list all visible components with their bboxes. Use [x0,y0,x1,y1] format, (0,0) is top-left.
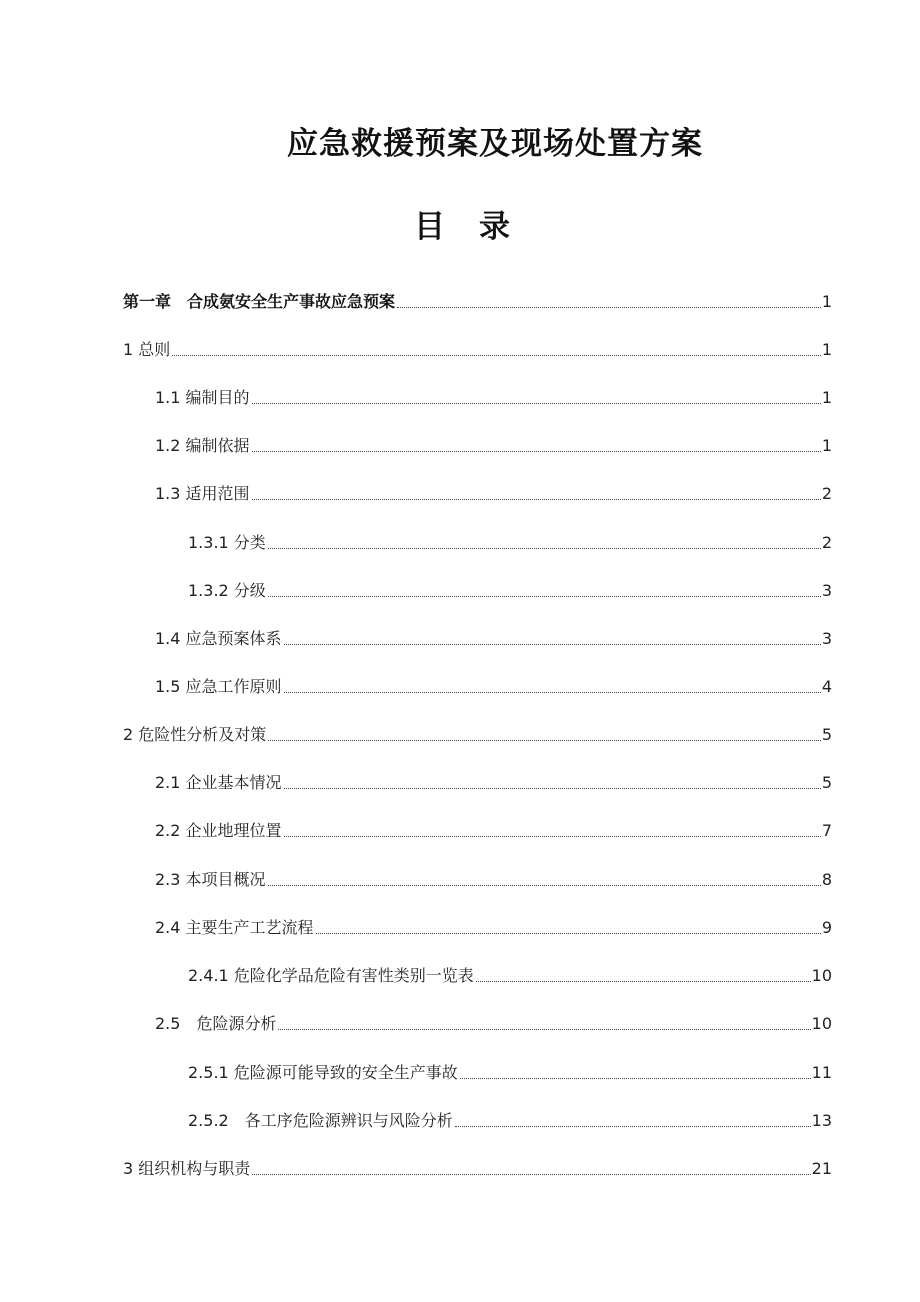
toc-entry-page: 3 [821,581,832,600]
toc-entry-2-5[interactable] [155,1012,832,1036]
toc-entry-3[interactable] [123,1157,832,1181]
toc-entry-title: 2.1 企业基本情况 [155,773,282,792]
toc-dot-leader [476,981,811,982]
toc-entry-title: 2.5 危险源分析 [155,1014,277,1033]
toc-entry-title: 2.4 主要生产工艺流程 [155,918,314,937]
toc-dot-leader [268,596,821,597]
toc-entry-title: 1.3 适用范围 [155,484,250,503]
toc-heading: 目录 [414,209,544,245]
toc-dot-leader [278,1029,810,1030]
toc-entry-1-3-2[interactable] [188,579,832,603]
toc-entry-title: 第一章 合成氨安全生产事故应急预案 [123,292,396,311]
toc-entry-title: 2.3 本项目概况 [155,870,266,889]
toc-dot-leader [252,451,821,452]
toc-entry-title: 1.1 编制目的 [155,388,250,407]
toc-dot-leader [252,499,821,500]
toc-entry-2-5-1[interactable] [188,1061,832,1085]
toc-entry-page: 11 [811,1063,832,1082]
toc-entry-2-5-2[interactable] [188,1109,832,1133]
toc-entry-page: 5 [821,773,832,792]
toc-entry-page: 2 [821,533,832,552]
toc-dot-leader [455,1126,811,1127]
toc-entry-page: 9 [821,918,832,937]
toc-entry-2-3[interactable] [155,868,832,892]
toc-dot-leader [268,548,821,549]
toc-entry-1-3[interactable] [155,482,832,506]
toc-entry-2-2[interactable] [155,819,832,843]
toc-entry-title: 2.5.2 各工序危险源辨识与风险分析 [188,1111,453,1130]
toc-entry-1-1[interactable] [155,386,832,410]
toc-entry-page: 7 [821,821,832,840]
toc-dot-leader [397,307,821,308]
toc-entry-page: 1 [821,436,832,455]
toc-entry-title: 3 组织机构与职责 [123,1159,251,1178]
toc-entry-2[interactable] [123,723,832,747]
toc-entry-page: 2 [821,484,832,503]
toc-dot-leader [284,644,821,645]
document-title: 应急救援预案及现场处置方案 [287,126,703,162]
toc-entry-title: 1.3.1 分类 [188,533,266,552]
toc-entry-1-5[interactable] [155,675,832,699]
toc-entry-page: 8 [821,870,832,889]
toc-entry-1-3-1[interactable] [188,531,832,555]
toc-entry-title: 2 危险性分析及对策 [123,725,267,744]
toc-entry-page: 1 [821,340,832,359]
toc-entry-page: 10 [811,1014,832,1033]
toc-entry-page: 5 [821,725,832,744]
toc-dot-leader [460,1078,811,1079]
toc-entry-title: 2.2 企业地理位置 [155,821,282,840]
toc-dot-leader [172,355,821,356]
toc-entry-page: 1 [821,388,832,407]
toc-dot-leader [268,740,821,741]
toc-dot-leader [284,836,821,837]
toc-dot-leader [316,933,821,934]
toc-entry-page: 10 [811,966,832,985]
toc-entry-2-1[interactable] [155,771,832,795]
toc-entry-title: 1 总则 [123,340,171,359]
toc-entry-title: 2.4.1 危险化学品危险有害性类别一览表 [188,966,474,985]
toc-dot-leader [252,1174,810,1175]
toc-entry-title: 1.3.2 分级 [188,581,266,600]
toc-entry-page: 21 [811,1159,832,1178]
toc-entry-page: 3 [821,629,832,648]
toc-entry-page: 13 [811,1111,832,1130]
toc-entry-1-4[interactable] [155,627,832,651]
toc-entry-title: 2.5.1 危险源可能导致的安全生产事故 [188,1063,458,1082]
toc-dot-leader [268,885,821,886]
toc-dot-leader [284,788,821,789]
toc-dot-leader [284,692,821,693]
toc-dot-leader [252,403,821,404]
toc-entry-1-2[interactable] [155,434,832,458]
toc-entry-title: 1.4 应急预案体系 [155,629,282,648]
toc-entry-title: 1.5 应急工作原则 [155,677,282,696]
toc-entry-page: 1 [821,292,832,311]
toc-entry-2-4-1[interactable] [188,964,832,988]
toc-entry-title: 1.2 编制依据 [155,436,250,455]
toc-entry-1[interactable] [123,338,832,362]
toc-entry-chapter-1[interactable] [123,290,832,314]
toc-entry-page: 4 [821,677,832,696]
toc-entry-2-4[interactable] [155,916,832,940]
